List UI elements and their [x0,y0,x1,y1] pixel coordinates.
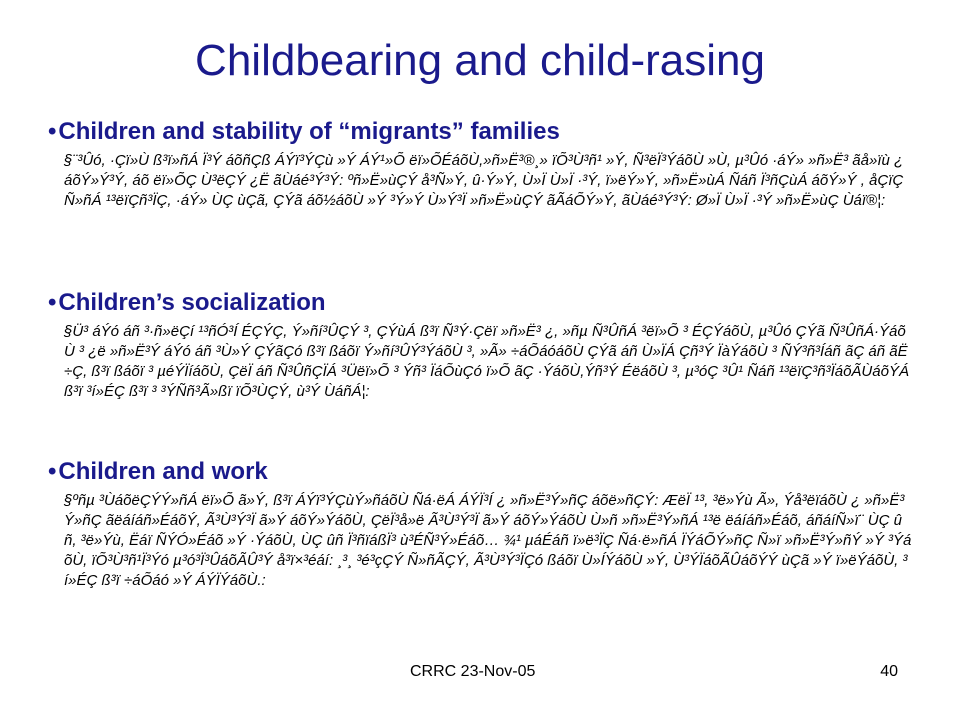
section-heading [48,288,914,318]
section-children-stability [48,117,914,211]
section-body-text: §ºñµ ³ÙáõëÇÝÝ»ñÁ ëï»Õ ã»Ý, ß³ï ÁÝï³ÝÇùÝ»ñáõÙ Ñá·ëÁ ÁÝÏ³Í ¿ »ñ»Ë³Ý»ñÇ áõë»ñÇÝ: ÆëÏ ¹³, ³ë»Ýù Ã», Ýå³ëïáõÙ ¿ »ñ»Ë³Ý»ñÇ ãëáíáñ»ÉáõÝ, Ã³Ù³Ý³Ï ã»Ý áõÝ»ÝáõÙ, ÇëÏ³å»ë Ã³Ù³Ý³Ï ã»Ý áõÝ»ÝáõÙ Ù»ñ »ñ»Ë³Ý»ñÁ ¹³ë ëáíáñ»Éáõ, áñáíÑ»ï¨ ÙÇ ûñ, ³ë»Ýù, Ëáï ÑÝÓ»Éáõ »Ý ·ÝáõÙ, ÙÇ ûñ Ï³ñïáßÏ³ ù³ÉÑ³Ý»Éáõ… ¾¹ µáÉáñ ï»ë³ÏÇ Ñá·ë»ñÁ ÏÝáÕÝ»ñÇ Ñ»ï »ñ»Ë³Ý»ñÝ »Ý ³ÝáõÙ, ïÕ³Ù³ñ¹Ï³Ýó µ³ó³Ï³ÛáõÃÛ³Ý å³ï×³éáí: ¸³¸ ³é³çÇÝ Ñ»ñÃÇÝ, Ã³Ù³Ý³ÏÇó ßáõï Ù»ÍÝáõÙ »Ý, Ù³ÝÏáõÃÛáõÝÝ ùÇã »Ý ï»ëÝáõÙ, ³í»ÉÇ ß³ï ÷áÕáó »Ý ÁÝÏÝáõÙ.: [64,492,912,589]
footer-label: CRRC 23-Nov-05 [410,663,536,680]
section-body-text: §Ü³ áÝó áñ ³·ñ»ëÇí ¹³ñÓ³Í ÉÇÝÇ, Ý»ñí³ÛÇÝ ³, ÇÝùÁ ß³ï Ñ³Ý·Çëï »ñ»Ë³ ¿, »ñµ Ñ³ÛñÁ ³ëï»Õ ³ ÉÇÝáõÙ, µ³Ûó ÇÝã Ñ³ÛñÁ·ÝáõÙ ³ ¿ë »ñ»Ë³Ý áÝó áñ ³Ù»Ý ÇÝãÇó ß³ï ßáõï Ý»ñí³ÛÝ³ÝáõÙ ³, »Ã» ÷áÕáóáõÙ ÇÝã áñ Ù»ÏÁ Çñ³Ý ÏàÝáõÙ ³ ÑÝ³ñ³Íáñ ãÇ áñ ãË÷Ç, ß³ï ßáõï ³ µéÝÏíáõÙ, ÇëÏ áñ Ñ³ÛñÇÏÁ ³Üëï»Õ ³ Ýñ³ ÏáÕùÇó ï»Õ ãÇ ·ÝáõÙ,Ýñ³Ý ÉëáõÙ ³, µ³óÇ ³Û¹ Ñáñ ¹³ëïÇ³ñ³ÏáõÃÙáõÝÁ ß³ï ³í»ÉÇ ß³ï ³ ³ÝÑñ³Ã»ßï ïÕ³ÙÇÝ, ù³Ý ÙáñÁ¦: [64,323,909,400]
section-heading-text: Children’s socialization [58,289,326,316]
section-heading [48,117,914,147]
page-number: 40 [880,663,898,680]
section-heading-text: Children and work [58,458,268,485]
bullet-icon: • [48,118,57,145]
section-heading [48,457,914,487]
bullet-icon: • [48,289,57,316]
section-children-socialization [48,288,914,402]
slide-title: Childbearing and child-rasing [195,36,765,85]
bullet-icon: • [48,458,57,485]
section-body-text: §¨³Ûó, ·Çï»Ù ß³ï»ñÁ Ï³Ý áõñÇß ÁÝï³ÝÇù »Ý ÁÝ¹»Õ ëï»ÕÉáõÙ,»ñ»Ë³®¸» ïÕ³Ù³ñ¹ »Ý, Ñ³ëÏ³ÝáõÙ »Ù, µ³Ûó ·áÝ» »ñ»Ë³ ãå»ïù ¿ áõÝ»Ý³Ý, áõ ëï»ÕÇ Ù³ëÇÝ ¿Ë ãÙáé³Ý³Ý: ºñ»Ë»ùÇÝ å³Ñ»Ý, û·Ý»Ý, Ù»Ï Ù»Ï ·³Ý, ï»ëÝ»Ý, »ñ»Ë»ùÁ Ñáñ Ï³ñÇùÁ áõÝ»Ý , åÇïÇ Ñ»ñÁ ¹³ëïÇñ³ÏÇ, ·áÝ» ÙÇ ùÇã, ÇÝã áõ½áõÙ »Ý ³Ý»Ý Ù»Ý³Ï »ñ»Ë»ùÇÝ ãÃáÕÝ»Ý, ãÙáé³Ý³Ý: Ø»Ï Ù»Ï ·³Ý »ñ»Ë»ùÇ Ùáï®¦: [64,152,904,209]
section-heading-text: Children and stability of “migrants” families [58,118,560,145]
section-children-work [48,457,914,591]
